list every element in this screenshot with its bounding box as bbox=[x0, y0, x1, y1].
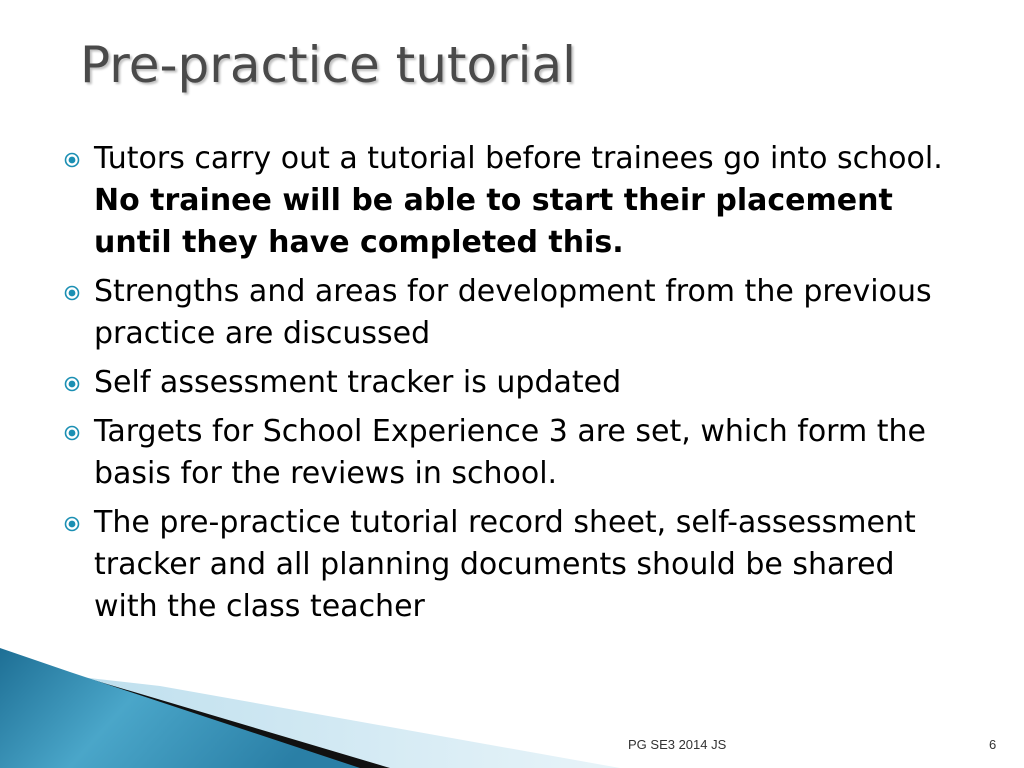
circle-dot-icon bbox=[64, 285, 80, 301]
bullet-item bbox=[62, 138, 962, 264]
bullet-item bbox=[62, 362, 962, 404]
bullet-text: Tutors carry out a tutorial before trainees go into school. bbox=[94, 141, 943, 176]
slide-title: Pre-practice tutorial bbox=[80, 36, 577, 94]
circle-dot-icon bbox=[64, 516, 80, 532]
circle-dot-icon bbox=[64, 376, 80, 392]
bullet-item bbox=[62, 271, 962, 355]
circle-dot-icon bbox=[64, 152, 80, 168]
bullet-text: Strengths and areas for development from the previous practice are discussed bbox=[94, 274, 932, 351]
bullet-bold-text: No trainee will be able to start their placement until they have completed this. bbox=[94, 183, 893, 260]
bullet-list bbox=[62, 138, 962, 635]
bullet-item bbox=[62, 411, 962, 495]
circle-dot-icon bbox=[64, 425, 80, 441]
bullet-text: Self assessment tracker is updated bbox=[94, 365, 622, 400]
bullet-item bbox=[62, 502, 962, 628]
bullet-text: Targets for School Experience 3 are set, which form the basis for the reviews in school. bbox=[94, 414, 926, 491]
page-number: 6 bbox=[989, 737, 997, 752]
footer-label: PG SE3 2014 JS bbox=[628, 737, 727, 752]
bullet-text: The pre-practice tutorial record sheet, self-assessment tracker and all planning documents should be shared with the class teacher bbox=[94, 505, 916, 624]
